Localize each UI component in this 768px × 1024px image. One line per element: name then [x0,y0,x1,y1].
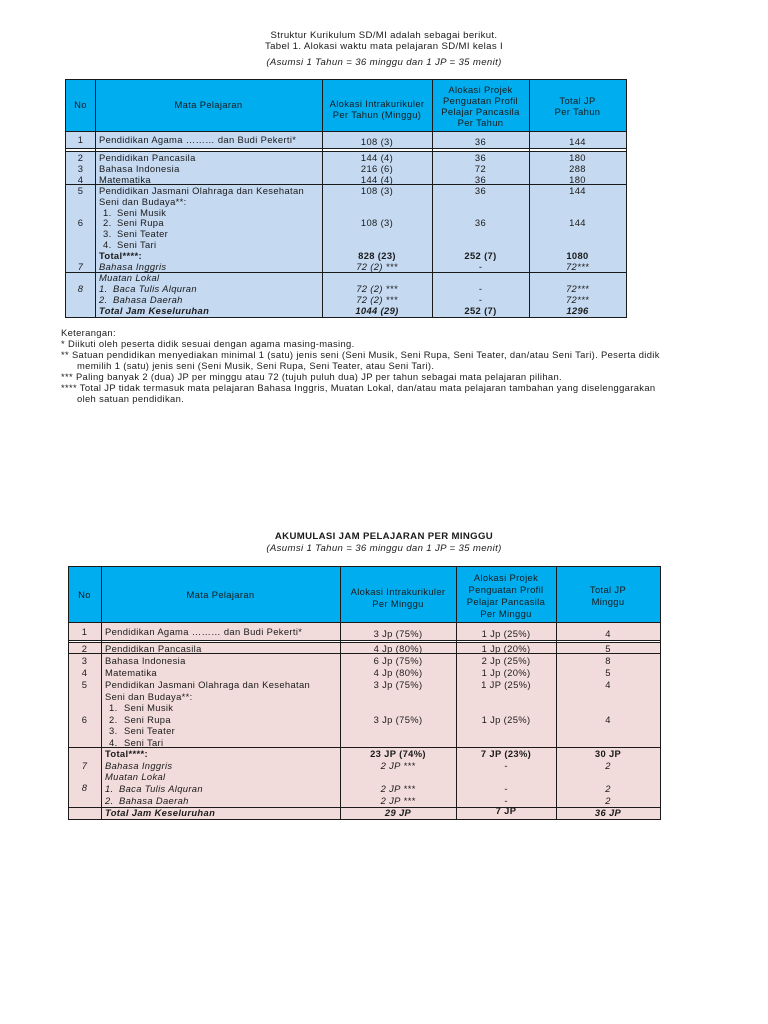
table2-header-projek-3: Pelajar Pancasila [466,596,546,607]
table2-header-mapel: Mata Pelajaran [186,589,255,600]
row-total: 5 [605,667,611,678]
row-intra: 4 Jp (80%) [373,643,423,654]
row-projek: 2 Jp (25%) [481,655,531,666]
grand-intra: 29 JP [384,807,412,818]
mulok-item: Baca Tulis Alquran [113,283,197,294]
row-intra: 2 JP *** [380,795,416,806]
total-label: Total****: [105,748,148,759]
row-mapel: Pendidikan Jasmani Olahraga dan Kesehatan [105,679,311,690]
list-number: 4. [103,239,112,250]
note-item: *** Paling banyak 2 (dua) JP per minggu atau 72 (tujuh puluh dua) JP per tahun sebagai mata pelajaran pilihan. [61,371,562,382]
seni-item: Seni Rupa [124,714,171,725]
row-total: 4 [605,714,611,725]
grand-projek: 7 JP [495,805,517,816]
table1-header-projek-2: Penguatan Profil [443,95,518,106]
total-total: 1080 [566,250,589,261]
note-item: oleh satuan pendidikan. [77,393,185,404]
row-total: 2 [605,760,611,771]
row-no: 2 [77,152,84,163]
table1-header-projek-4: Per Tahun [457,117,504,128]
seni-item: Seni Rupa [117,217,164,228]
row-projek: 1 Jp (25%) [481,714,531,725]
grand-total: 36 JP [594,807,622,818]
row-intra: 108 (3) [360,136,394,147]
row-projek: 36 [474,217,487,228]
row-intra: 144 (4) [360,152,394,163]
row-no: 8 [77,283,84,294]
row-intra: 3 Jp (75%) [373,679,423,690]
row-no: 6 [81,714,88,725]
row-total: 5 [605,643,611,654]
mulok-item: Bahasa Daerah [113,294,183,305]
total-intra: 23 JP (74%) [370,748,426,759]
grand-total: 1296 [566,305,589,316]
row-total: 144 [569,185,586,196]
table2-header-intra-2: Per Minggu [372,598,424,609]
table2-header-no: No [78,589,91,600]
row-mapel: Pendidikan Pancasila [99,152,196,163]
grand-label: Total Jam Keseluruhan [105,807,216,818]
row-projek: - [478,294,483,305]
note-item: ** Satuan pendidikan menyediakan minimal 1 (satu) jenis seni (Seni Musik, Seni Rupa, Seni Teater, dan/atau Seni Tari). Peserta didik [61,349,660,360]
seni-item: Seni Tari [117,239,157,250]
row-projek: 36 [474,185,487,196]
row-no: 5 [77,185,84,196]
row-intra: 144 (4) [360,174,394,185]
row-projek: 1 Jp (20%) [481,643,531,654]
total-total: 30 JP [594,748,622,759]
row-no: 1 [81,626,88,637]
table1-header-projek-1: Alokasi Projek [448,84,513,95]
list-number: 2. [99,294,108,305]
grand-projek: 252 (7) [464,305,497,316]
list-number: 4. [109,737,118,748]
row-no: 4 [77,174,84,185]
row-intra: 72 (2) *** [356,283,398,294]
notes-heading: Keterangan: [61,327,116,338]
table2-header-projek-2: Penguatan Profil [468,584,544,595]
row-intra: 3 Jp (75%) [373,714,423,725]
total-intra: 828 (23) [358,250,396,261]
row-total: 180 [569,174,586,185]
row-projek: 72 [474,163,487,174]
row-projek: 1 Jp (25%) [481,628,531,639]
table1-header-projek-3: Pelajar Pancasila [441,106,520,117]
row-no: 4 [81,667,88,678]
row-projek: 36 [474,136,487,147]
table2-header-projek-1: Alokasi Projek [473,572,539,583]
row-total: 8 [605,655,611,666]
row-mapel: Bahasa Indonesia [99,163,180,174]
row-intra: 4 Jp (80%) [373,667,423,678]
row-intra: 2 JP *** [380,783,416,794]
list-number: 1. [103,207,112,218]
row-mapel: Bahasa Inggris [105,760,173,771]
row-total: 4 [605,628,611,639]
row-no: 1 [77,134,84,145]
row-projek: 1 Jp (20%) [481,667,531,678]
row-mapel: Seni dan Budaya**: [99,196,187,207]
row-no: 3 [77,163,84,174]
list-number: 2. [103,217,112,228]
seni-item: Seni Tari [124,737,164,748]
table1-header-intra-1: Alokasi Intrakurikuler [329,98,425,109]
row-no: 7 [77,261,84,272]
row-intra: 3 Jp (75%) [373,628,423,639]
row-total: 288 [569,163,586,174]
grand-label: Total Jam Keseluruhan [99,305,210,316]
row-intra: 2 JP *** [380,760,416,771]
row-intra: 72 (2) *** [356,294,398,305]
row-total: 180 [569,152,586,163]
seni-item: Seni Teater [124,725,176,736]
table1-header-total-1: Total JP [559,95,596,106]
row-total: 72*** [565,261,590,272]
row-no: 3 [81,655,88,666]
seni-item: Seni Teater [117,228,169,239]
list-number: 1. [109,702,118,713]
row-no: 2 [81,643,88,654]
row-mapel: Pendidikan Jasmani Olahraga dan Kesehatan [99,185,305,196]
row-no: 7 [81,760,88,771]
mulok-item: Bahasa Daerah [119,795,189,806]
table2-header-intra-1: Alokasi Intrakurikuler [350,586,446,597]
list-number: 3. [109,725,118,736]
row-mapel: Pendidikan Pancasila [105,643,202,654]
row-projek: - [478,261,483,272]
total-label: Total****: [99,250,142,261]
table1-header-total-2: Per Tahun [554,106,601,117]
row-no: 8 [81,782,88,793]
row-mapel: Pendidikan Agama ……… dan Budi Pekerti* [105,626,303,637]
row-no: 5 [81,679,88,690]
row-projek: 36 [474,174,487,185]
row-total: 2 [605,783,611,794]
note-item: memilih 1 (satu) jenis seni (Seni Musik, Seni Rupa, Seni Teater, atau Seni Tari). [77,360,435,371]
list-number: 1. [105,783,114,794]
table1-header-intra-2: Per Tahun (Minggu) [332,109,422,120]
row-no: 6 [77,217,84,228]
seni-item: Seni Musik [124,702,174,713]
row-mapel: Bahasa Inggris [99,261,167,272]
row-projek: 1 JP (25%) [481,679,531,690]
note-item: * Diikuti oleh peserta didik sesuai dengan agama masing-masing. [61,338,355,349]
row-mapel: Matematika [99,174,151,185]
row-projek: - [504,760,508,771]
row-projek: - [504,783,508,794]
list-number: 3. [103,228,112,239]
row-projek: 36 [474,152,487,163]
row-total: 144 [569,217,586,228]
row-total: 2 [605,795,611,806]
row-intra: 6 Jp (75%) [373,655,423,666]
row-intra: 72 (2) *** [356,261,398,272]
row-total: 72*** [565,294,590,305]
row-mapel: Bahasa Indonesia [105,655,186,666]
intro-assumption: (Asumsi 1 Tahun = 36 minggu dan 1 JP = 35 menit) [266,57,502,68]
note-item: **** Total JP tidak termasuk mata pelajaran Bahasa Inggris, Muatan Lokal, dan/atau mata pelajaran tambahan yang diselenggarakan [61,382,656,393]
list-number: 2. [109,714,118,725]
intro-line2: Tabel 1. Alokasi waktu mata pelajaran SD/MI kelas I [264,41,504,52]
row-mapel: Pendidikan Agama ……… dan Budi Pekerti* [99,134,297,145]
intro-line1: Struktur Kurikulum SD/MI adalah sebagai berikut. [270,30,498,41]
row-intra: 108 (3) [360,185,394,196]
section2-assumption: (Asumsi 1 Tahun = 36 minggu dan 1 JP = 35 menit) [266,543,502,554]
table2-header-total-1: Total JP [589,584,627,595]
section2-title: AKUMULASI JAM PELAJARAN PER MINGGU [274,531,494,542]
list-number: 2. [105,795,114,806]
row-mapel: Seni dan Budaya**: [105,691,193,702]
grand-intra: 1044 (29) [355,305,399,316]
row-total: 4 [605,679,611,690]
row-projek: - [478,283,483,294]
mulok-item: Baca Tulis Alquran [119,783,203,794]
row-projek: - [504,795,508,806]
total-projek: 252 (7) [464,250,497,261]
row-mapel: Muatan Lokal [105,771,166,782]
table2-header-projek-4: Per Minggu [480,608,532,619]
row-total: 144 [569,136,586,147]
row-intra: 216 (6) [360,163,394,174]
row-intra: 108 (3) [360,217,394,228]
row-mapel: Muatan Lokal [99,272,160,283]
table1-header-no: No [74,99,87,110]
total-projek: 7 JP (23%) [480,748,532,759]
row-total: 72*** [565,283,590,294]
seni-item: Seni Musik [117,207,167,218]
row-mapel: Matematika [105,667,157,678]
table2-header-total-2: Minggu [591,596,625,607]
list-number: 1. [99,283,108,294]
table1-header-mapel: Mata Pelajaran [174,99,243,110]
